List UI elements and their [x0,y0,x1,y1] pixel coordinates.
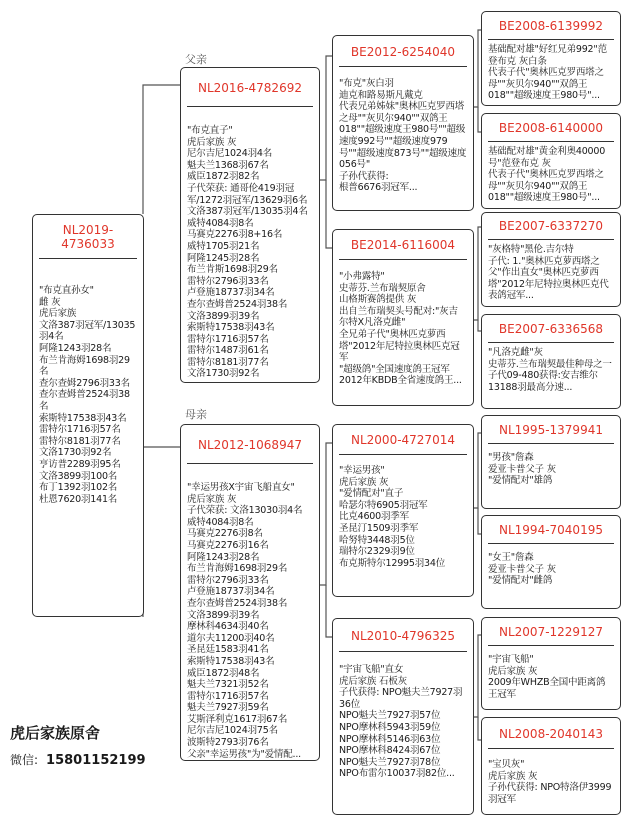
pigeon-details: "小弗露特" 史蒂芬.兰布瑞契原舍 山格斯赛鸽提供 灰 出自兰布瑞契头号配对:"灰吉尔特X凡洛克雌" 全兄弟子代"奥林匹克萝西塔"2012年尼特拉奥林匹克冠军 "超级鸽"全国速度鸽王冠军 2012年KBDB全省速度鸽王... [339,271,462,387]
pigeon-card-sire-sire [332,35,474,211]
pigeon-card-sire-dam [332,229,474,406]
wechat-label: 微信: [10,753,39,767]
pigeon-card-dam [180,424,320,761]
pigeon-details: "布克"灰白羽 迪克和路易斯凡戴克 代表兄弟姊妹"奥林匹克罗西塔之母""灰贝尔940""双鸽王018""超级速度王980号""超级速度992号""超级速度979号""超级速度873号""超级速度056号" 子孙代获得: 根普6676羽冠军... [339,78,467,194]
ring-number: NL1995-1379941 [488,416,614,444]
ring-number: BE2014-6116004 [339,230,467,260]
pigeon-details: "布克直孙女" 雌 灰 虎后家族 文洛387羽冠军/13035羽4名 阿隆1243羽28名 布兰肯海姆1698羽29名 查尔查姆2796羽33名 查尔查姆普2524羽38名 索斯特17538羽43名 雷特尔1716羽57名 雷特尔8181羽77名 文洛1730羽92名 亨访普2289羽95名 文洛3899羽100名 布丁1392羽102名 杜恩7620羽141名 [39,285,136,505]
pigeon-card-dss [481,415,621,509]
pigeon-details: "宇宙飞船"直女 虎后家族 石板灰 子代获得: NPO魁夫兰7927羽36位 NPO魁夫兰7927羽57位 NPO摩林科5943羽59位 NPO摩林科5146羽63位 NPO摩林科8424羽67位 NPO魁夫兰7927羽78位 NPO布雷尔10037羽82位... [339,664,463,780]
loft-name: 虎后家族原舍 [10,724,101,742]
wechat-contact [10,751,146,768]
dam-section-label: 母亲 [185,408,207,421]
pigeon-details: "布克直子" 虎后家族 灰 尼尔吉尼1024羽4名 魁夫兰1368羽67名 威臣1872羽82名 子代荣获: 通哥伦419羽冠 军/1272羽冠军/13629羽6名 文洛387羽冠军/13035羽4名 威特4084羽8名 马赛克2276羽8+16名 威特1705羽21名 阿隆1245羽28名 布兰肯斯1698羽29名 雷特尔2796羽33名 卢登施18737羽34名 查尔查姆普2524羽38名 文洛3899羽39名 索斯特17538羽43名 雷特尔1716羽57名 雷特尔1487羽61名 雷特尔8181羽77名 文洛1730羽92名 [187,125,308,380]
pigeon-details: "凡洛克雌"灰 史蒂芬.兰布瑞契最佳种母之一 子代09-480获得:安吉维尔13188羽最高分速... [488,347,612,393]
ring-number: BE2007-6337270 [488,213,614,240]
pigeon-details: "男孩"詹森 爱亚卡普父子 灰 "爱情配对"雄鸽 [488,452,556,487]
pigeon-card-sdd [481,314,621,409]
pigeon-details: 基础配对雄"好红兄弟992"范登布克 灰白条 代表子代"奥林匹克罗西塔之母""灰贝尔940""双鸽王018""超级速度王980号"... [488,44,607,102]
ring-number: NL2007-1229127 [488,618,614,646]
wechat-number: 15801152199 [46,753,146,768]
ring-number: BE2007-6336568 [488,315,614,343]
pigeon-details: 基础配对雄"黄金利奥40000号"范登布克 灰 代表子代"奥林匹克罗西塔之母""灰贝尔940""双鸽王018""超级速度王980号"... [488,146,606,204]
pigeon-details: "幸运男孩" 虎后家族 灰 "爱情配对"直子 哈瑟尔特6905羽冠军 比克4600羽季军 圣昆汀1509羽季军 哈努特3448羽5位 瑞特尔2329羽9位 布克斯特尔12995羽34位 [339,465,446,569]
ring-number: NL1994-7040195 [488,516,614,544]
pigeon-card-dsd [481,515,621,609]
pigeon-details: "宝贝灰" 虎后家族 灰 子孙代获得: NPO特洛伊3999羽冠军 [488,759,612,805]
pigeon-details: "宇宙飞船" 虎后家族 灰 2009年WHZB全国中距离鸽王冠军 [488,654,606,700]
ring-number: NL2010-4796325 [339,619,467,652]
ring-number: NL2016-4782692 [187,68,313,107]
pigeon-card-dam-dam [332,618,474,815]
ring-number: NL2000-4727014 [339,425,467,455]
pigeon-details: "灰格特"黑伦.吉尔特 子代: 1."奥林匹克萝西塔之父"作出直女"奥林匹克萝西塔"2012年尼特拉奥林匹克代表鸽冠军... [488,244,609,302]
pigeon-card-self [32,214,144,617]
ring-number: BE2012-6254040 [339,36,467,67]
pigeon-card-dam-sire [332,424,474,597]
ring-number: NL2019-4736033 [39,215,137,259]
ring-number: NL2008-2040143 [488,718,614,749]
pigeon-card-sds [481,212,621,307]
pigeon-details: "幸运男孩X宇宙飞船直女" 虎后家族 灰 子代荣获: 文洛13030羽4名 威特4084羽8名 马赛克2276羽8名 马赛克2276羽16名 阿隆1243羽28名 布兰肯海姆1698羽29名 雷特尔2796羽33名 卢登施18737羽34名 查尔查姆普2524羽38名 文洛3899羽39名 摩林科4634羽40名 道尔夫11200羽40名 圣昆廷1583羽41名 索斯特17538羽43名 威臣1872羽48名 魁夫兰7321羽52名 雷特尔1716羽57名 魁夫兰7927羽59名 艾斯泽利克1617羽67名 尼尔吉尼1024羽75名 波斯特2793羽76名 父亲"幸运男孩"为"爱情配... [187,482,303,760]
pigeon-details: "女王"詹森 爱亚卡普父子 灰 "爱情配对"雌鸽 [488,552,556,587]
pigeon-card-ssd [481,113,621,209]
ring-number: BE2008-6139992 [488,12,614,40]
pigeon-card-dds [481,617,621,710]
sire-section-label: 父亲 [185,53,207,66]
ring-number: BE2008-6140000 [488,114,614,142]
pigeon-card-ddd [481,717,621,815]
pigeon-card-sire [180,67,320,383]
pigeon-card-sss [481,11,621,106]
ring-number: NL2012-1068947 [187,425,313,464]
